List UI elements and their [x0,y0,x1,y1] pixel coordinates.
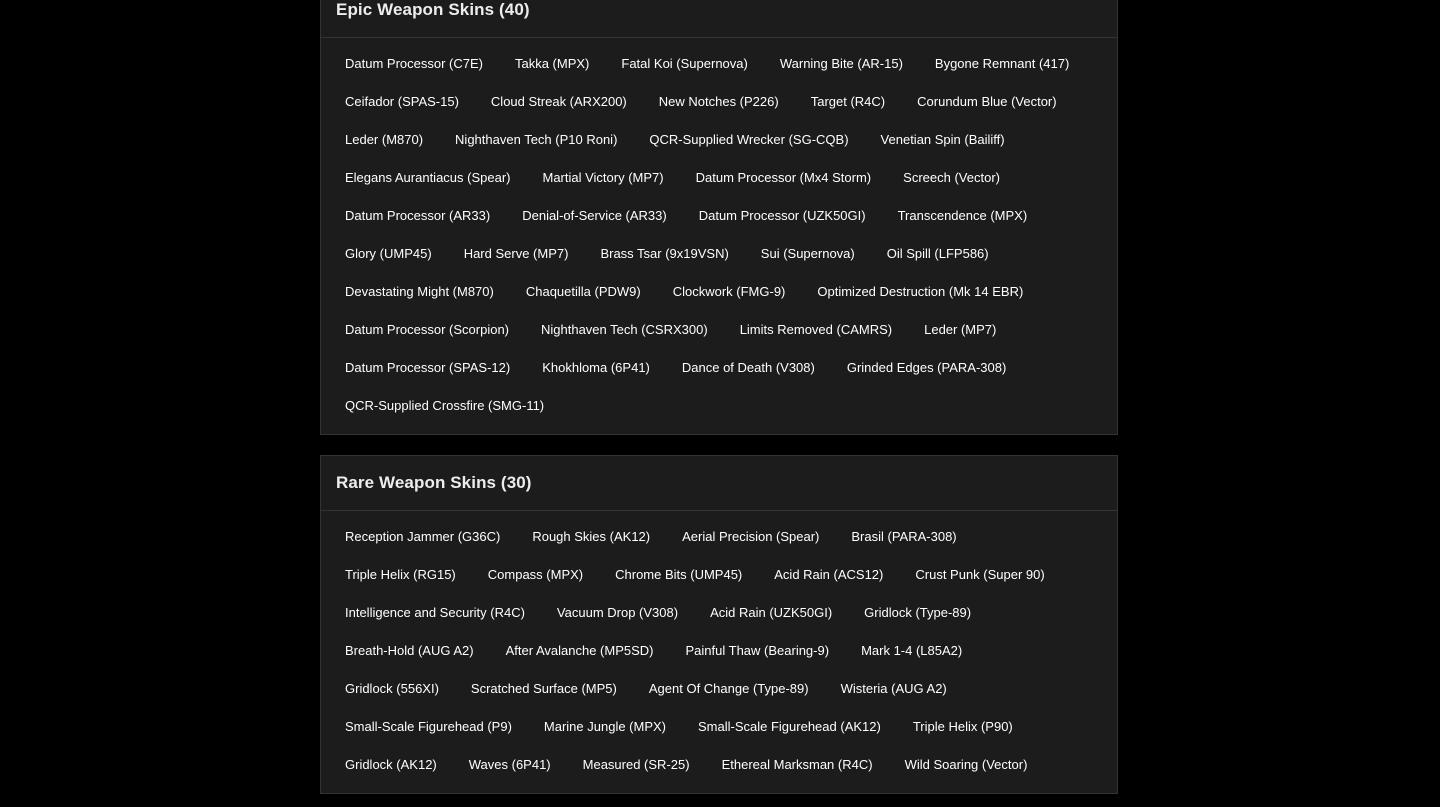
skin-item[interactable]: Marine Jungle (MPX) [543,719,667,734]
skin-item[interactable]: Limits Removed (CAMRS) [739,322,893,337]
skin-item[interactable]: QCR-Supplied Crossfire (SMG-11) [345,398,545,413]
skin-item[interactable]: Khokhloma (6P41) [542,360,650,375]
skin-item[interactable]: Wild Soaring (Vector) [904,757,1028,772]
skin-item[interactable]: Ethereal Marksman (R4C) [721,757,873,772]
skin-item[interactable]: Fatal Koi (Supernova) [621,56,748,71]
skin-item[interactable]: Intelligence and Security (R4C) [345,605,525,620]
epic-skins-header [321,0,1117,38]
skin-item[interactable]: Nighthaven Tech (CSRX300) [541,322,708,337]
skin-item[interactable]: Target (R4C) [810,94,886,109]
skin-item[interactable]: Scratched Surface (MP5) [470,681,617,696]
skin-item[interactable]: Gridlock (AK12) [345,757,437,772]
skin-item[interactable]: Compass (MPX) [487,567,584,582]
skin-item[interactable]: Leder (MP7) [924,322,997,337]
skin-item[interactable]: Agent Of Change (Type-89) [648,681,809,696]
skin-item[interactable]: Venetian Spin (Bailiff) [880,132,1005,147]
skin-item[interactable]: Cloud Streak (ARX200) [490,94,627,109]
skin-item[interactable]: Screech (Vector) [903,170,1000,185]
skin-item[interactable]: Chaquetilla (PDW9) [525,284,641,299]
skin-item[interactable]: Acid Rain (UZK50GI) [710,605,833,620]
skin-item[interactable]: Brass Tsar (9x19VSN) [600,246,729,261]
skin-item[interactable]: Chrome Bits (UMP45) [615,567,743,582]
rare-skins-header [321,456,1117,511]
skin-item[interactable]: After Avalanche (MP5SD) [505,643,654,658]
skin-item[interactable]: Datum Processor (UZK50GI) [698,208,866,223]
skin-item[interactable]: Dance of Death (V308) [681,360,815,375]
skin-item[interactable]: Optimized Destruction (Mk 14 EBR) [817,284,1024,299]
skin-item[interactable]: Sui (Supernova) [760,246,855,261]
skin-item[interactable]: Glory (UMP45) [345,246,432,261]
skin-item[interactable]: Denial-of-Service (AR33) [522,208,667,223]
skin-item[interactable]: QCR-Supplied Wrecker (SG-CQB) [649,132,849,147]
skin-item[interactable]: Datum Processor (AR33) [345,208,491,223]
skin-item[interactable]: Small-Scale Figurehead (AK12) [698,719,881,734]
skin-item[interactable]: Leder (M870) [345,132,424,147]
skin-item[interactable]: Takka (MPX) [514,56,590,71]
skin-item[interactable]: Datum Processor (SPAS-12) [345,360,511,375]
skin-item[interactable]: Gridlock (Type-89) [864,605,972,620]
skin-item[interactable]: Small-Scale Figurehead (P9) [345,719,512,734]
skin-item[interactable]: Datum Processor (C7E) [345,56,483,71]
skin-item[interactable]: Painful Thaw (Bearing-9) [685,643,830,658]
skin-item[interactable]: Aerial Precision (Spear) [682,529,820,544]
skin-item[interactable]: Transcendence (MPX) [897,208,1028,223]
skin-item[interactable]: Bygone Remnant (417) [934,56,1070,71]
skin-item[interactable]: Martial Victory (MP7) [542,170,664,185]
skin-item[interactable]: Oil Spill (LFP586) [886,246,989,261]
skin-item[interactable]: Nighthaven Tech (P10 Roni) [455,132,618,147]
skin-item[interactable]: Datum Processor (Scorpion) [345,322,509,337]
skin-item[interactable]: Datum Processor (Mx4 Storm) [695,170,872,185]
skin-item[interactable]: Measured (SR-25) [582,757,690,772]
skin-item[interactable]: Waves (6P41) [468,757,551,772]
skin-item[interactable]: Hard Serve (MP7) [463,246,569,261]
skin-item[interactable]: Triple Helix (RG15) [345,567,456,582]
skin-item[interactable]: Ceifador (SPAS-15) [345,94,459,109]
skin-item[interactable]: Reception Jammer (G36C) [345,529,501,544]
skin-item[interactable]: New Notches (P226) [658,94,779,109]
skin-item[interactable]: Vacuum Drop (V308) [556,605,679,620]
skin-item[interactable]: Clockwork (FMG-9) [672,284,786,299]
rare-skins-list [321,511,1117,792]
rare-skins-card [320,455,1118,794]
epic-skins-list [321,38,1117,433]
skin-item[interactable]: Wisteria (AUG A2) [840,681,947,696]
skin-item[interactable]: Mark 1-4 (L85A2) [861,643,963,658]
skin-item[interactable]: Brasil (PARA-308) [851,529,957,544]
rare-skins-title: Rare Weapon Skins (30) [336,473,532,492]
skin-item[interactable]: Elegans Aurantiacus (Spear) [345,170,511,185]
skin-item[interactable]: Breath-Hold (AUG A2) [345,643,474,658]
skin-item[interactable]: Corundum Blue (Vector) [917,94,1057,109]
skin-item[interactable]: Gridlock (556XI) [345,681,439,696]
skin-item[interactable]: Acid Rain (ACS12) [774,567,884,582]
skin-item[interactable]: Triple Helix (P90) [912,719,1013,734]
epic-skins-card [320,0,1118,435]
skin-item[interactable]: Devastating Might (M870) [345,284,494,299]
skin-item[interactable]: Rough Skies (AK12) [532,529,651,544]
skin-item[interactable]: Warning Bite (AR-15) [779,56,903,71]
epic-skins-title: Epic Weapon Skins (40) [336,0,530,19]
skin-item[interactable]: Grinded Edges (PARA-308) [846,360,1007,375]
skin-item[interactable]: Crust Punk (Super 90) [915,567,1045,582]
